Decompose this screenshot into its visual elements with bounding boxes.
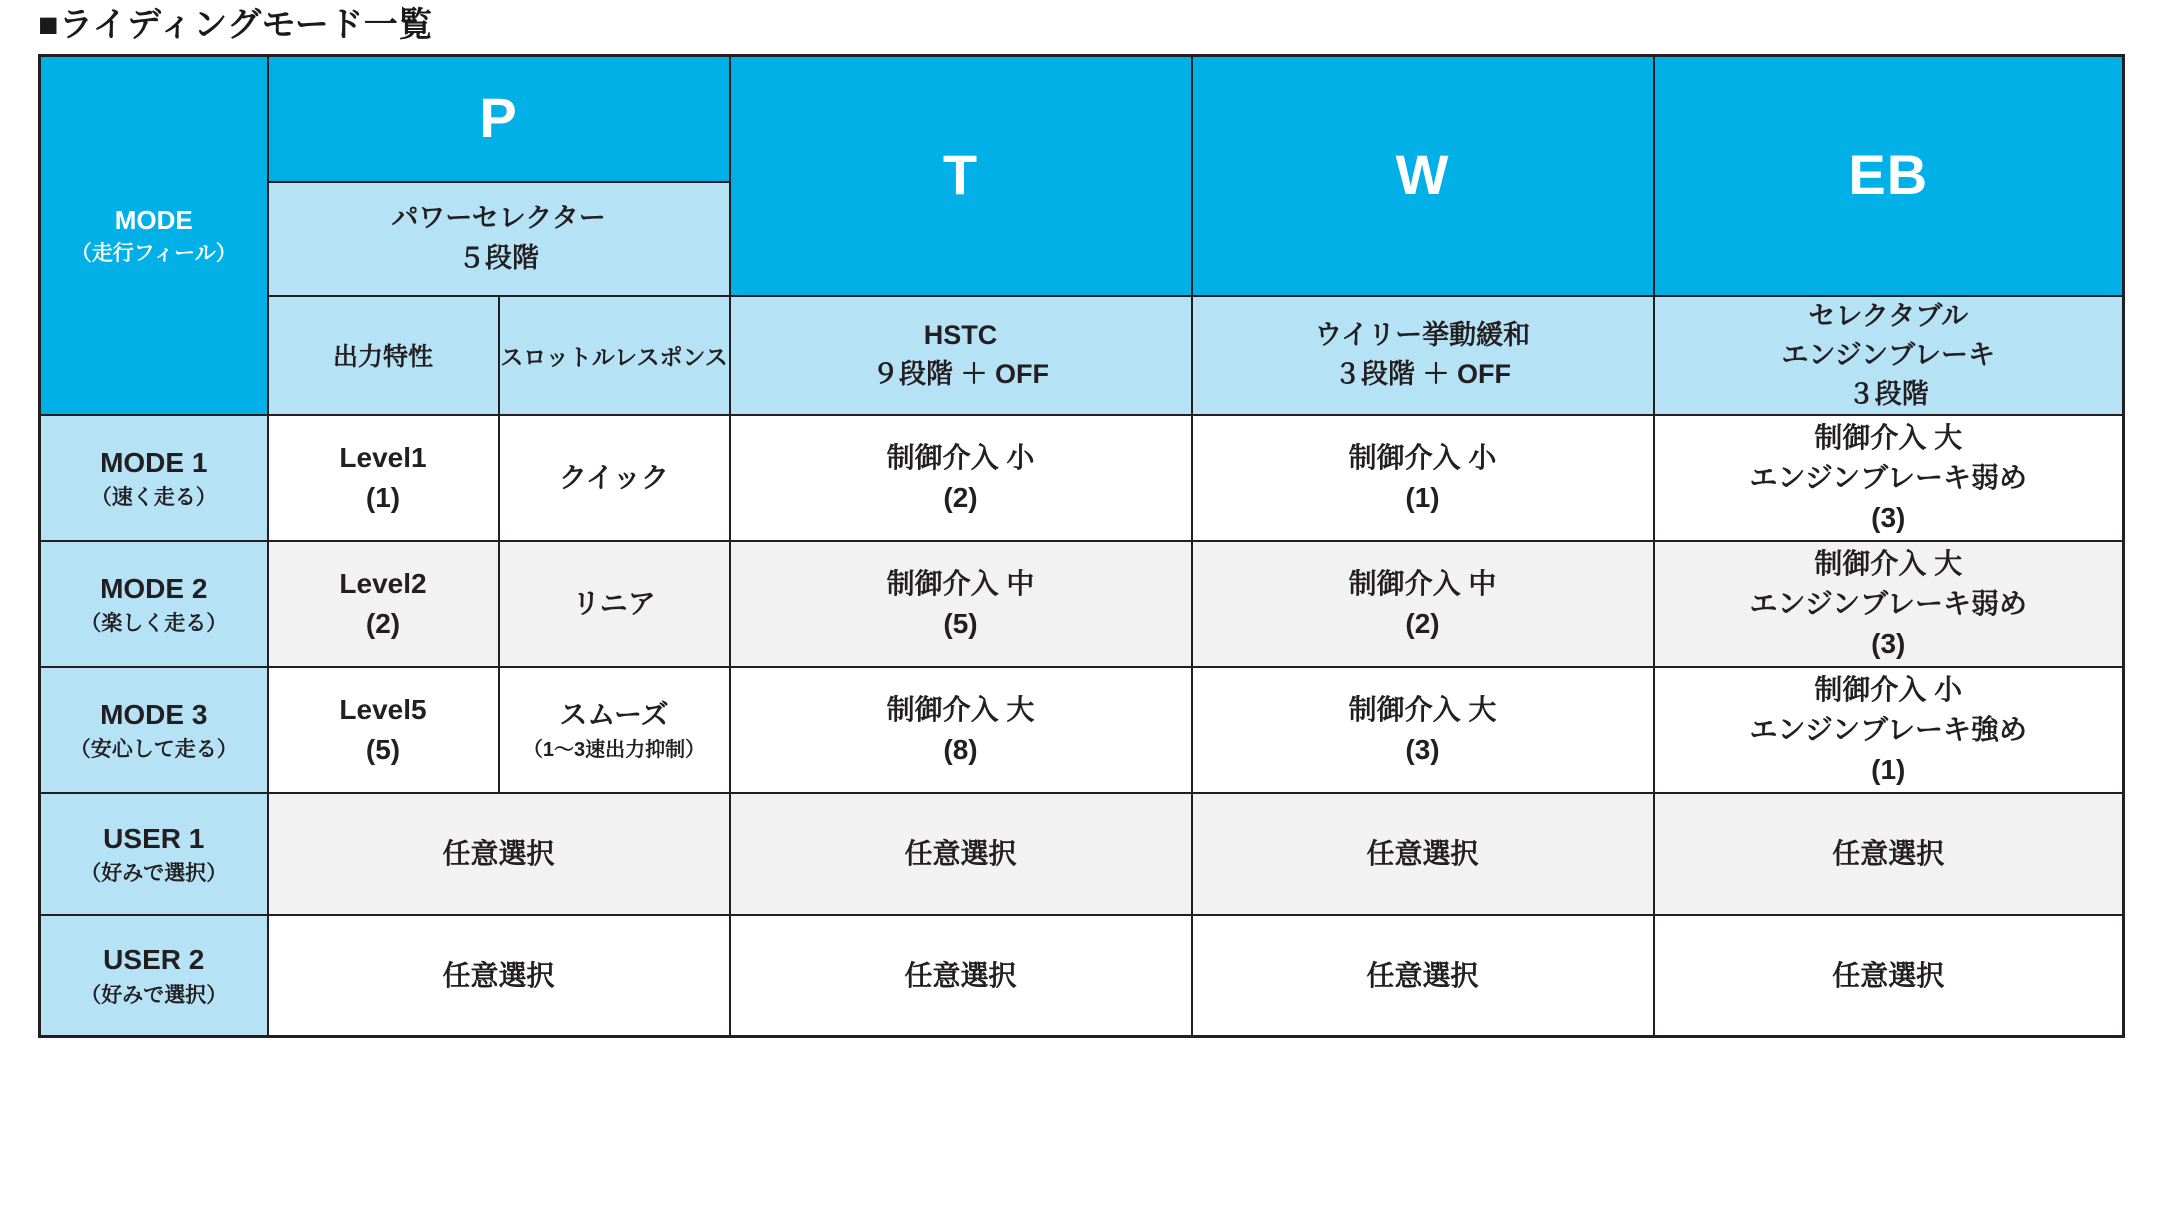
cell-mode1-t-line1: 制御介入 小 (886, 442, 1035, 474)
cell-mode1-t (730, 415, 1192, 541)
header-desc-t-line1: HSTC (923, 320, 998, 351)
cell-user2-t: 任意選択 (730, 915, 1192, 1037)
cell-mode1-w-line1: 制御介入 小 (1348, 442, 1497, 474)
row-label-mode1-sub: （速く走る） (90, 485, 217, 509)
cell-mode1-eb-line2: エンジンブレーキ弱め (1749, 462, 2027, 494)
cell-mode1-p-throttle (499, 415, 730, 541)
cell-mode3-w (1192, 667, 1654, 793)
cell-mode3-t-line2: (8) (943, 733, 978, 765)
cell-mode2-eb (1654, 541, 2124, 667)
table-row (40, 415, 2124, 541)
header-desc-p-line2: ５段階 (458, 242, 539, 273)
cell-mode2-p-output-main: Level2 (339, 568, 427, 600)
header-desc-p (268, 182, 730, 296)
cell-mode3-eb-line3: (1) (1871, 753, 1906, 785)
cell-user1-eb: 任意選択 (1654, 793, 2124, 915)
header-desc-w-line1: ウイリー挙動緩和 (1314, 320, 1531, 351)
cell-mode1-p-output (268, 415, 499, 541)
cell-mode1-p-throttle-main: クイック (558, 462, 670, 494)
table-header-row-letters (40, 56, 2124, 182)
cell-mode3-t-line1: 制御介入 大 (886, 694, 1035, 726)
cell-mode2-eb-line2: エンジンブレーキ弱め (1749, 588, 2027, 620)
row-label-user1-main: USER 1 (103, 822, 205, 854)
cell-mode2-p-output (268, 541, 499, 667)
header-desc-eb-line3: ３段階 (1847, 378, 1929, 409)
cell-mode3-eb-line2: エンジンブレーキ強め (1749, 714, 2027, 746)
cell-user1-p: 任意選択 (268, 793, 730, 915)
cell-mode1-p-output-paren: (1) (365, 481, 401, 513)
row-label-mode1-main: MODE 1 (100, 446, 208, 478)
cell-mode3-w-line2: (3) (1405, 733, 1440, 765)
row-label-mode1 (40, 415, 268, 541)
row-label-mode2-main: MODE 2 (100, 572, 208, 604)
header-letter-t: T (730, 56, 1192, 296)
cell-mode2-w-line2: (2) (1405, 607, 1440, 639)
cell-mode1-w-line2: (1) (1405, 481, 1440, 513)
table-row (40, 667, 2124, 793)
cell-mode2-t (730, 541, 1192, 667)
table-row (40, 793, 2124, 915)
riding-mode-table (38, 54, 2125, 1038)
cell-mode1-eb-line1: 制御介入 大 (1814, 422, 1963, 454)
row-label-user2-main: USER 2 (103, 944, 205, 976)
row-label-user1 (40, 793, 268, 915)
header-mode-sublabel: （走行フィール） (70, 241, 237, 265)
row-label-mode3-main: MODE 3 (100, 698, 208, 730)
header-sub-p-throttle: スロットルレスポンス (499, 296, 730, 415)
cell-user2-eb: 任意選択 (1654, 915, 2124, 1037)
header-desc-w-line2: ３段階 ＋ OFF (1334, 359, 1512, 390)
cell-mode1-p-output-main: Level1 (339, 442, 427, 474)
header-letter-w: W (1192, 56, 1654, 296)
cell-mode2-w-line1: 制御介入 中 (1348, 568, 1497, 600)
table-row (40, 541, 2124, 667)
cell-user2-w: 任意選択 (1192, 915, 1654, 1037)
cell-mode3-w-line1: 制御介入 大 (1348, 694, 1497, 726)
row-label-mode2 (40, 541, 268, 667)
table-row (40, 915, 2124, 1037)
header-desc-t (730, 296, 1192, 415)
cell-mode3-eb (1654, 667, 2124, 793)
cell-user2-p: 任意選択 (268, 915, 730, 1037)
header-desc-eb (1654, 296, 2124, 415)
header-letter-eb: EB (1654, 56, 2124, 296)
page-title: ■ライディングモード一覧 (38, 6, 433, 44)
header-sub-p-output: 出力特性 (268, 296, 499, 415)
cell-mode1-w (1192, 415, 1654, 541)
header-desc-eb-line2: エンジンブレーキ (1781, 339, 1996, 370)
cell-mode3-p-throttle-main: スムーズ (559, 699, 669, 731)
row-label-user1-sub: （好みで選択） (80, 861, 228, 885)
cell-mode2-t-line1: 制御介入 中 (886, 568, 1035, 600)
cell-mode2-eb-line3: (3) (1871, 627, 1906, 659)
cell-mode2-eb-line1: 制御介入 大 (1814, 548, 1963, 580)
cell-mode2-w (1192, 541, 1654, 667)
row-label-mode3-sub: （安心して走る） (69, 737, 238, 761)
row-label-mode2-sub: （楽しく走る） (80, 611, 228, 635)
cell-mode3-p-throttle-note: （1～3速出力抑制） (522, 739, 706, 762)
header-desc-t-line2: ９段階 ＋ OFF (872, 359, 1050, 390)
cell-user1-w: 任意選択 (1192, 793, 1654, 915)
header-mode-label: MODE (114, 204, 193, 235)
row-label-user2 (40, 915, 268, 1037)
cell-mode3-eb-line1: 制御介入 小 (1814, 674, 1963, 706)
header-mode-cell (40, 56, 268, 415)
row-label-user2-sub: （好みで選択） (80, 983, 228, 1007)
cell-mode2-p-throttle-main: リニア (572, 588, 656, 620)
cell-user1-t: 任意選択 (730, 793, 1192, 915)
cell-mode3-p-throttle (499, 667, 730, 793)
cell-mode3-p-output-main: Level5 (339, 694, 427, 726)
cell-mode2-p-output-paren: (2) (365, 607, 401, 639)
cell-mode2-p-throttle (499, 541, 730, 667)
cell-mode3-t (730, 667, 1192, 793)
cell-mode1-eb-line3: (3) (1871, 501, 1906, 533)
cell-mode1-eb (1654, 415, 2124, 541)
cell-mode3-p-output (268, 667, 499, 793)
header-desc-w (1192, 296, 1654, 415)
cell-mode1-t-line2: (2) (943, 481, 978, 513)
header-desc-eb-line1: セレクタブル (1808, 300, 1969, 331)
header-letter-p: P (268, 56, 730, 182)
header-desc-p-line1: パワーセレクター (391, 203, 606, 234)
cell-mode2-t-line2: (5) (943, 607, 978, 639)
cell-mode3-p-output-paren: (5) (365, 733, 401, 765)
table-header-row-sub (40, 296, 2124, 415)
row-label-mode3 (40, 667, 268, 793)
